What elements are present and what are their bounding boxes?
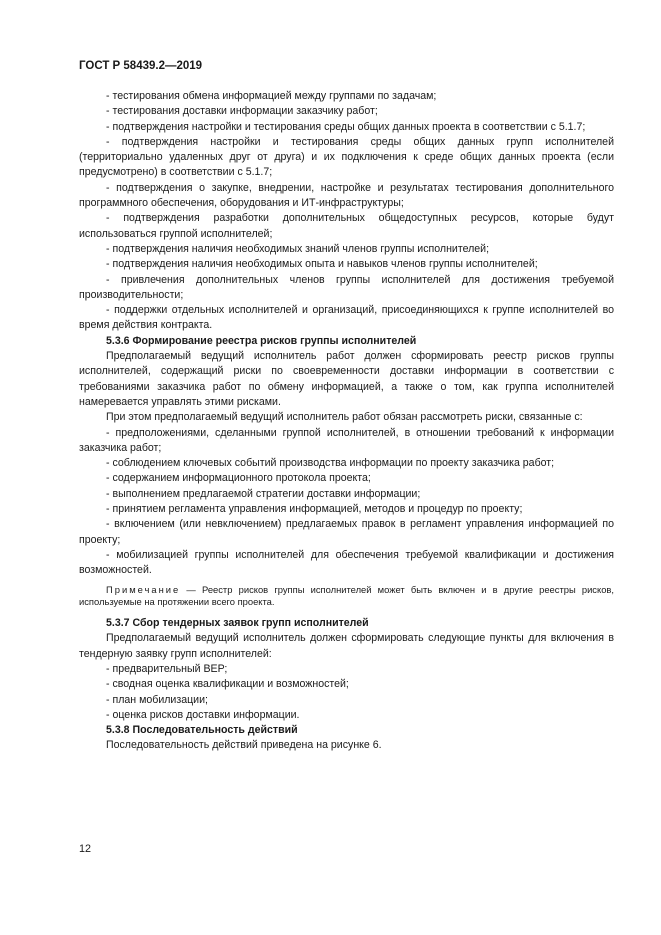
list-item: - привлечения дополнительных членов группы исполнителей для достижения требуемой производительности; [79,273,614,301]
list-item: - сводная оценка квалификации и возможностей; [106,678,349,691]
list-item: - поддержки отдельных исполнителей и организаций, присоединяющихся к группе исполнителей во время действия контракта. [79,304,614,332]
list-item: - принятием регламента управления информацией, методов и процедур по проекту; [106,503,523,516]
list-item: - мобилизацией группы исполнителей для обеспечения требуемой квалификации и достижения возможностей. [79,548,614,577]
list-item: - тестирования доставки информации заказчику работ; [106,105,378,118]
list-item: - выполнением предлагаемой стратегии доставки информации; [106,487,421,500]
list-item: - предварительный ВЕР; [106,662,228,675]
list-item: - подтверждения настройки и тестирования среды общих данных групп исполнителей (территориально удаленных друг от друга) и их подключения к среде общих данных проекта (если предусмотрено) в соответствии с 5.1.7; [79,135,614,179]
list-item: - подтверждения разработки дополнительных общедоступных ресурсов, которые будут использоваться группой исполнителей; [79,212,614,240]
list-item: - подтверждения наличия необходимых опыта и навыков членов группы исполнителей; [106,258,538,271]
list-item: - оценка рисков доставки информации. [106,708,300,721]
list-item: - подтверждения о закупке, внедрении, настройке и результатах тестирования дополнительного программного обеспечения, оборудования и ИТ-инфраструктуры; [79,181,614,210]
document-code: ГОСТ Р 58439.2—2019 [79,60,203,72]
paragraph: Предполагаемый ведущий исполнитель должен сформировать следующие пункты для включения в тендерную заявку групп исполнителей: [79,632,614,660]
note-text: — Реестр рисков группы исполнителей может быть включен и в другие реестры рисков, используемые на протяжении всего проекта. [79,583,614,608]
list-item: - тестирования обмена информацией между группами по задачам; [106,90,437,102]
section-heading-5-3-7: 5.3.7 Сбор тендерных заявок групп исполнителей [106,617,369,630]
list-item: - предположениями, сделанными группой исполнителей, в отношении требований к информации заказчика работ; [79,426,614,454]
note [79,584,614,610]
page-number: 12 [79,843,92,855]
paragraph: При этом предполагаемый ведущий исполнитель работ обязан рассмотреть риски, связанные с: [106,411,583,424]
section-heading-5-3-6: 5.3.6 Формирование реестра рисков группы исполнителей [106,334,417,347]
paragraph: Последовательность действий приведена на рисунке 6. [106,739,382,752]
list-item: - содержанием информационного протокола проекта; [106,472,371,485]
section-heading-5-3-8: 5.3.8 Последовательность действий [106,724,298,737]
paragraph: Предполагаемый ведущий исполнитель работ должен сформировать реестр рисков группы исполнителей, содержащий риски по своевременности доставки информации в соответствии с требованиями заказчика работ по обмену информацией, а также о том, как группа исполнителей намеревается управлять этими рисками. [79,350,614,408]
list-item: - включением (или невключением) предлагаемых правок в регламент управления информацией по проекту; [79,518,614,546]
list-item: - подтверждения наличия необходимых знаний членов группы исполнителей; [106,242,490,255]
list-item: - план мобилизации; [106,693,208,706]
note-label: Примечание [106,583,181,595]
list-item: - соблюдением ключевых событий производства информации по проекту заказчика работ; [106,457,555,470]
list-item: - подтверждения настройки и тестирования среды общих данных проекта в соответствии с 5.1.7; [106,120,586,133]
page-content [79,89,614,754]
